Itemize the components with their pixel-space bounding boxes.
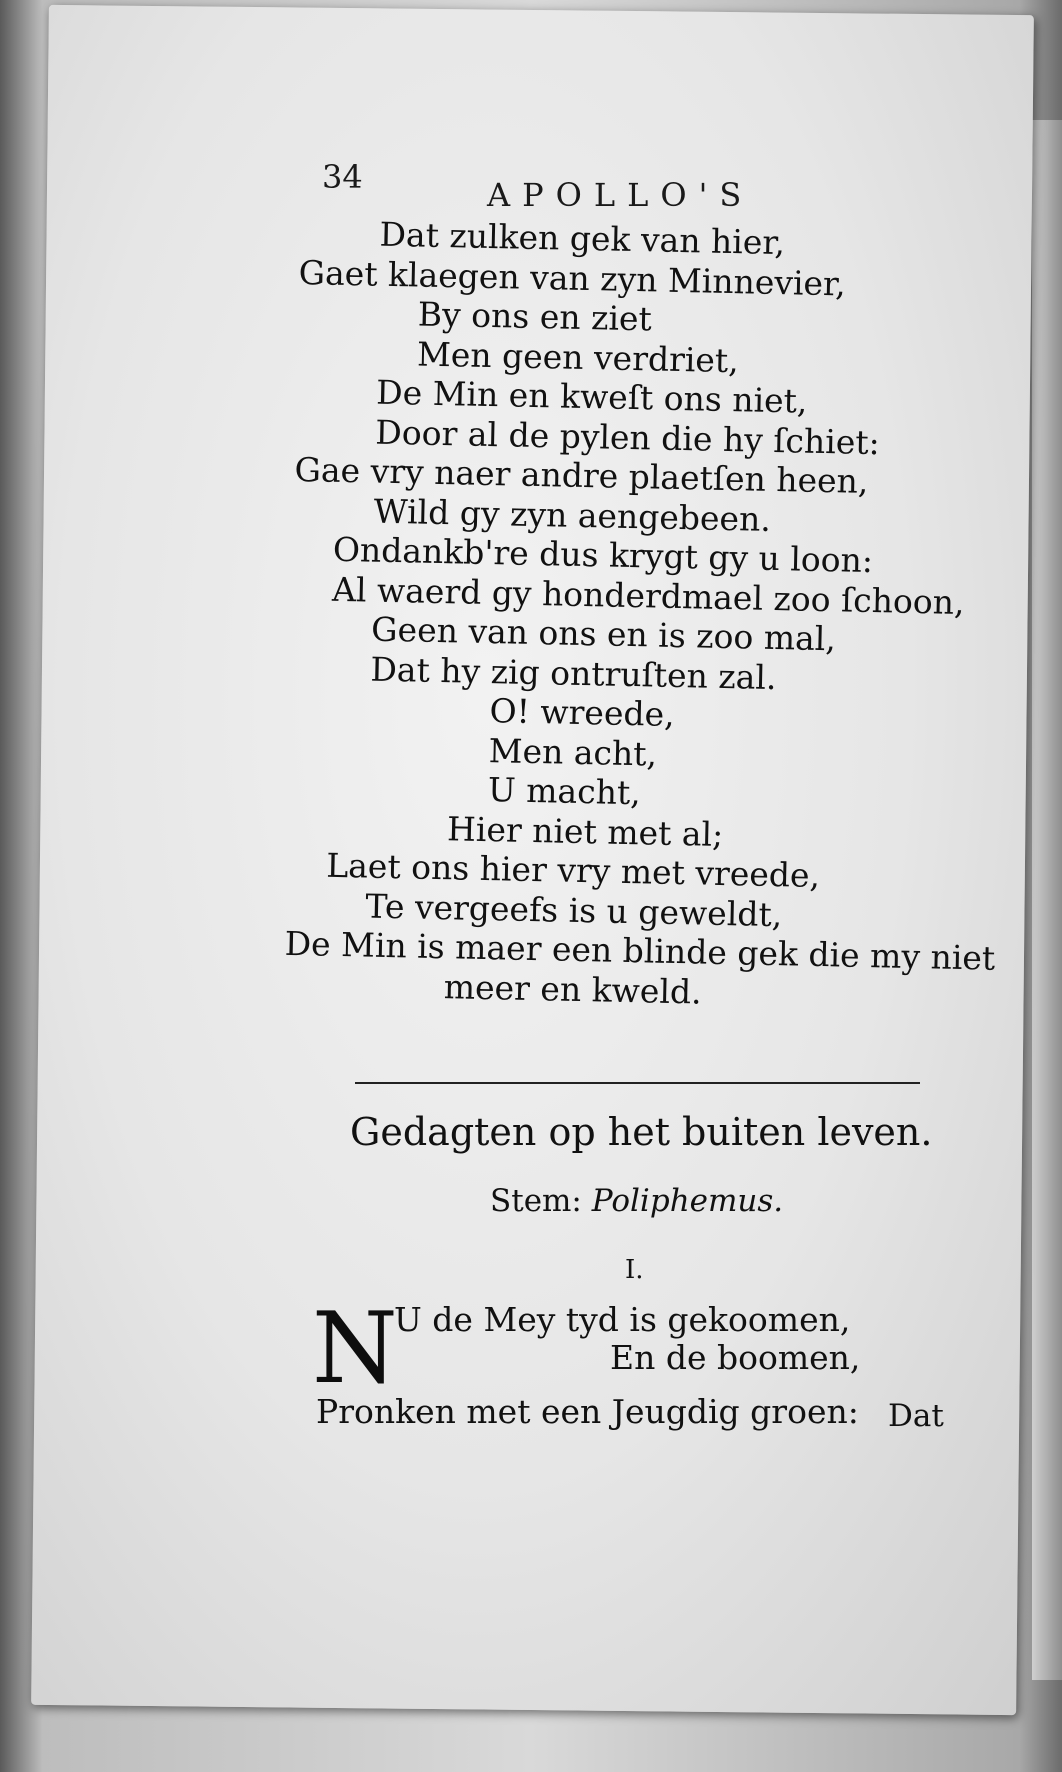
verse-line: Pronken met een Jeugdig groen: — [316, 1392, 859, 1431]
tune-label: Stem: — [490, 1183, 582, 1219]
poem-line: Dat hy zig ontruſten zal. — [370, 649, 777, 697]
poem-line: Door al de pylen die hy ſchiet: — [375, 412, 881, 462]
poem-line: Al waerd gy honderdmael zoo ſchoon, — [331, 569, 965, 622]
poem-line: Gaet klaegen van zyn Minnevier, — [298, 252, 847, 303]
poem-line: Men geen verdriet, — [416, 333, 740, 380]
poem-line: Hier niet met al; — [446, 808, 724, 854]
poem-line: Te vergeefs is u geweldt, — [365, 886, 783, 934]
poem-line: O! wreede, — [489, 691, 676, 734]
poem-line: Geen van ons en is zoo mal, — [370, 609, 837, 659]
poem-line: meer en kweld. — [443, 966, 703, 1012]
poem-line: De Min en kweſt ons niet, — [375, 372, 808, 421]
catchword: Dat — [888, 1398, 944, 1434]
poem-line: U macht, — [487, 770, 642, 813]
poem-line: Wild gy zyn aengebeen. — [373, 491, 772, 539]
section-divider — [355, 1082, 920, 1084]
verse-line: En de boomen, — [610, 1338, 861, 1377]
facing-page-edge — [1032, 120, 1062, 1680]
tune-name: Poliphemus. — [591, 1183, 784, 1219]
drop-cap: N — [312, 1292, 398, 1406]
page-number: 34 — [322, 158, 363, 196]
poem-line: Ondankb're dus krygt gy u loon: — [332, 529, 874, 581]
poem-line: Men acht, — [488, 730, 658, 774]
tune-indication — [490, 1183, 783, 1219]
poem-line: De Min is maer een blinde gek die my niet — [284, 923, 996, 978]
running-head: APOLLO'S — [487, 176, 754, 214]
poem-line: Laet ons hier vry met vreede, — [325, 845, 821, 896]
poem-line: By ons en ziet — [417, 294, 653, 339]
poem-text — [283, 213, 996, 1017]
song-title: Gedagten op het buiten leven. — [350, 1110, 933, 1154]
poem-line: Dat zulken gek van hier, — [379, 214, 786, 263]
poem-line: Gae vry naer andre plaetſen heen, — [294, 449, 869, 501]
verse-line: U de Mey tyd is gekoomen, — [394, 1300, 851, 1339]
stanza-number: I. — [625, 1255, 644, 1285]
